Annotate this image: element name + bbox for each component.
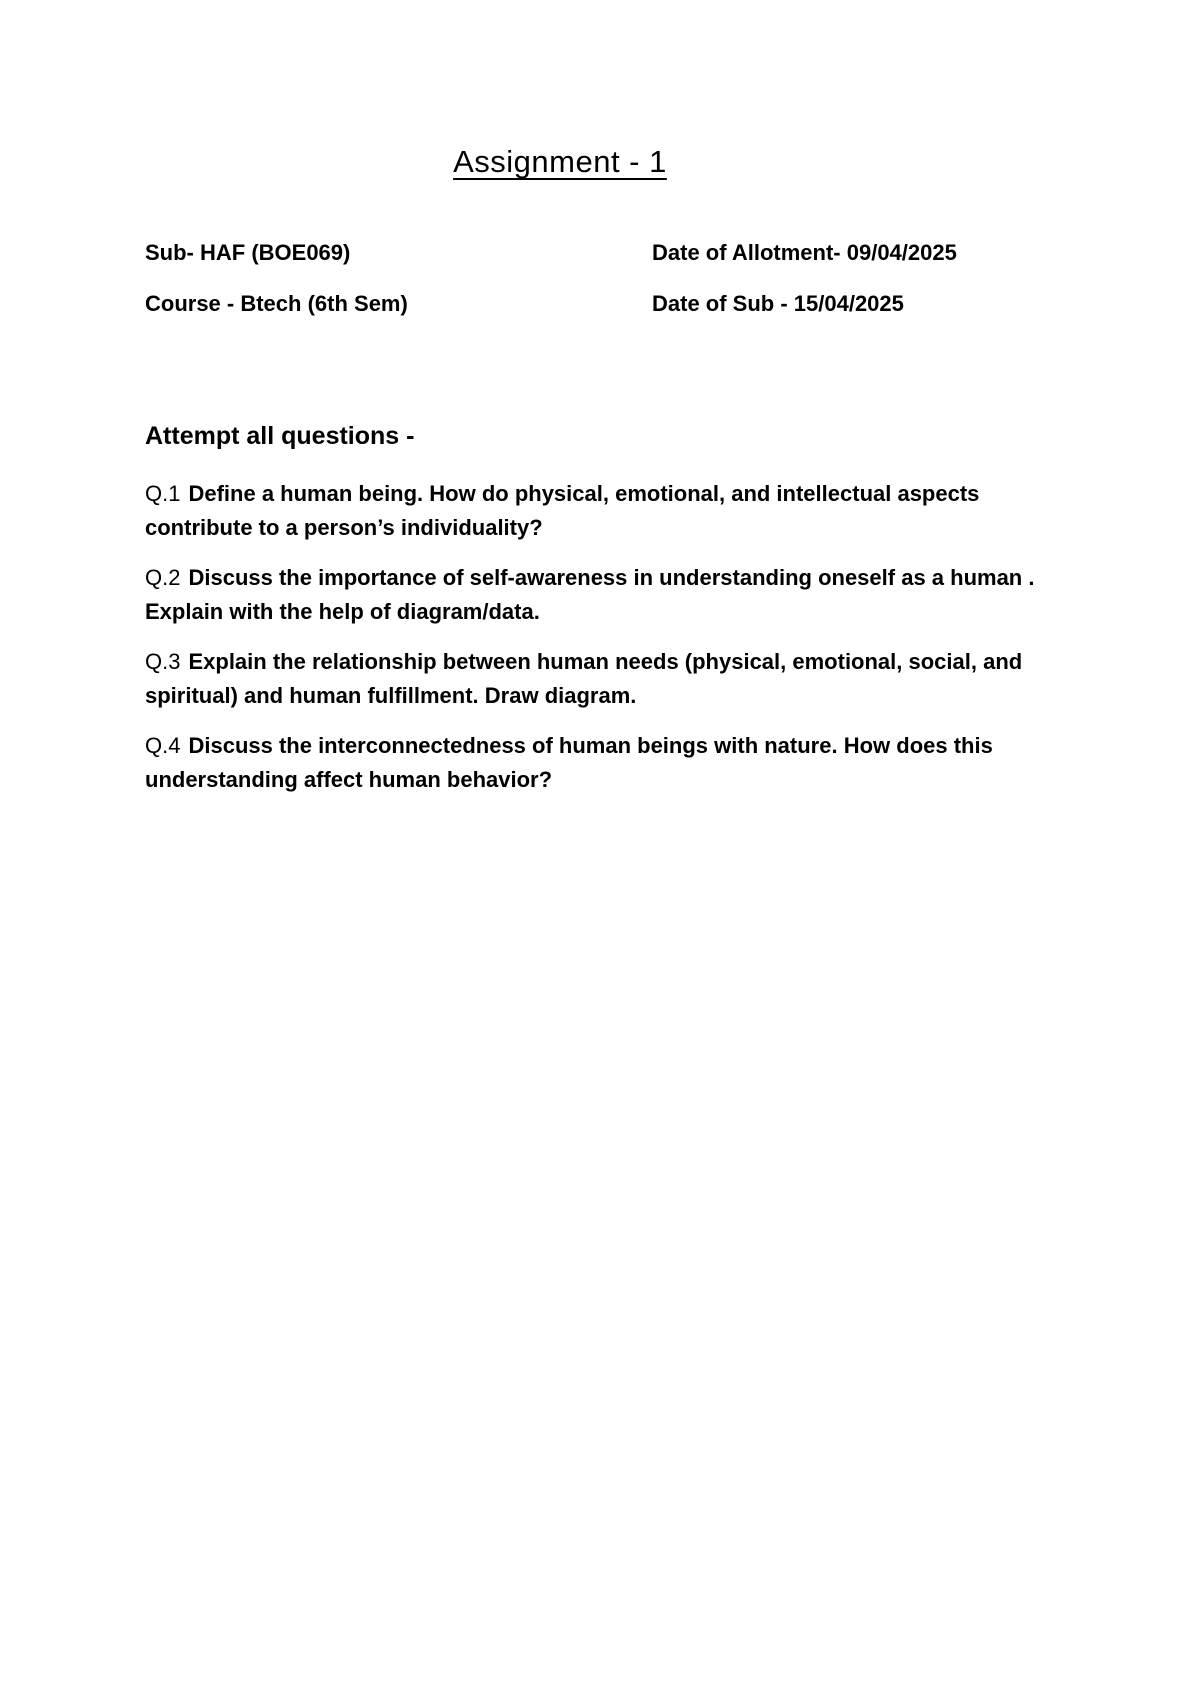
question-item [145, 645, 1045, 713]
course-label: Course - Btech (6th Sem) [145, 291, 408, 316]
question-item [145, 477, 1045, 545]
submission-date-label: Date of Sub - 15/04/2025 [652, 291, 904, 316]
question-text: Discuss the importance of self-awareness in understanding oneself as a human . Explain with the help of diagram/data. [145, 565, 1035, 624]
page-title: Assignment - 1 [453, 144, 667, 179]
question-list [145, 477, 1045, 813]
question-text: Discuss the interconnectedness of human beings with nature. How does this understanding affect human behavior? [145, 733, 993, 792]
question-number: Q.4 [145, 733, 181, 758]
instruction-heading: Attempt all questions - [145, 422, 415, 450]
question-item [145, 729, 1045, 797]
question-text: Define a human being. How do physical, emotional, and intellectual aspects contribute to a person’s individuality? [145, 481, 980, 540]
subject-label: Sub- HAF (BOE069) [145, 240, 351, 265]
question-item [145, 561, 1045, 629]
question-text: Explain the relationship between human needs (physical, emotional, social, and spiritual) and human fulfillment. Draw diagram. [145, 649, 1023, 708]
allotment-date-label: Date of Allotment- 09/04/2025 [652, 240, 957, 265]
question-number: Q.3 [145, 649, 181, 674]
question-number: Q.2 [145, 565, 181, 590]
question-number: Q.1 [145, 481, 181, 506]
